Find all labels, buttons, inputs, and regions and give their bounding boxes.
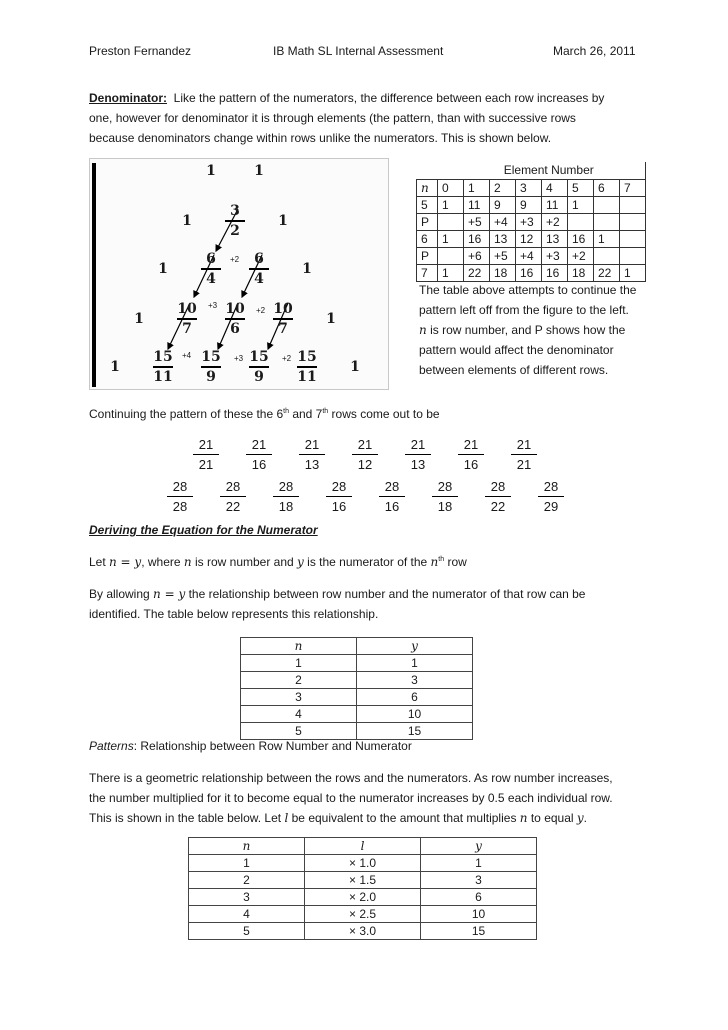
cell: 22 [464, 264, 490, 281]
caption-var: n [419, 323, 427, 337]
table-n-l-y [188, 837, 537, 940]
row7-fraction [375, 478, 409, 515]
let-b: , where [141, 555, 184, 569]
cell: 1 [241, 655, 357, 672]
table1-head-n: n [241, 638, 357, 655]
fig-diff-6: +2 [282, 354, 292, 363]
cell: 1 [568, 196, 594, 213]
table1-caption [89, 736, 412, 756]
cell: +5 [464, 213, 490, 230]
cell: 15 [421, 923, 537, 940]
eh-1: 0 [438, 179, 464, 196]
cell: 5 [189, 923, 305, 940]
fig-r4-den-3: 7 [278, 320, 288, 337]
cell: P [417, 247, 438, 264]
element-table-title: Element Number [417, 162, 646, 179]
cell: 12 [516, 230, 542, 247]
cell [594, 213, 620, 230]
table2-header [189, 838, 537, 855]
cell: 1 [620, 264, 646, 281]
element-table-caption [419, 280, 636, 380]
table-row [241, 655, 473, 672]
fig-diff-3: +2 [256, 306, 266, 315]
let-n2: n [430, 555, 439, 569]
eh-2: 1 [464, 179, 490, 196]
row7-fraction [481, 478, 515, 515]
fig-r3-den-2: 4 [254, 270, 264, 287]
numerator: 21 [304, 437, 320, 452]
numerator: 21 [410, 437, 426, 452]
caption-line-2: pattern left off from the figure to the left. [419, 303, 629, 317]
cell: 16 [568, 230, 594, 247]
denominator: 16 [251, 457, 267, 472]
element-table [416, 162, 646, 282]
let-d: is the numerator of the [303, 555, 431, 569]
caption-line-4: pattern would affect the denominator [419, 343, 614, 357]
caption-line-3-text: is row number, and P shows how the [426, 323, 626, 337]
fig-r1-b: 1 [254, 163, 264, 179]
fig-r3-num-2: 6 [254, 251, 264, 267]
fig-r3-a: 1 [158, 261, 168, 277]
fig-r4-frac-1 [174, 301, 200, 337]
row6-fraction [401, 436, 435, 473]
cell [438, 213, 464, 230]
let-y: y [297, 555, 304, 569]
denominator: 28 [172, 499, 188, 514]
table-row [189, 855, 537, 872]
numerator: 21 [463, 437, 479, 452]
cell [620, 247, 646, 264]
denominator: 12 [357, 457, 373, 472]
fig-r5-num-3: 15 [249, 349, 269, 365]
cell [620, 196, 646, 213]
intro-text-1: Like the pattern of the numerators, the difference between each row increases by [173, 91, 605, 105]
allow-b: the relationship between row number and the numerator of that row can be [185, 587, 586, 601]
cell: +4 [516, 247, 542, 264]
cell: +5 [490, 247, 516, 264]
cell: 6 [357, 689, 473, 706]
denominator: 21 [198, 457, 214, 472]
denominator: 16 [384, 499, 400, 514]
cell: 5 [241, 723, 357, 740]
element-table-row [417, 264, 646, 281]
fig-diff-5: +3 [234, 354, 244, 363]
cell: 1 [438, 196, 464, 213]
fig-r5-a: 1 [110, 359, 120, 375]
cell: 2 [241, 672, 357, 689]
intro-line-1 [89, 88, 604, 108]
continuing-sup-2: th [322, 408, 329, 415]
fig-r4-frac-3 [270, 301, 296, 337]
table2-head-y: y [421, 838, 537, 855]
eh-5: 4 [542, 179, 568, 196]
cell: 5 [417, 196, 438, 213]
fig-r4-b: 1 [326, 311, 336, 327]
fig-r5-frac-1 [150, 349, 176, 385]
fig-r2-frac [222, 203, 248, 239]
cell: +4 [490, 213, 516, 230]
cell: +3 [516, 213, 542, 230]
cell [568, 213, 594, 230]
cell: 3 [421, 872, 537, 889]
cell: × 2.5 [305, 906, 421, 923]
table-row [189, 923, 537, 940]
cell: 1 [421, 855, 537, 872]
let-line [89, 552, 467, 572]
cell [620, 230, 646, 247]
caption-line-1: The table above attempts to continue the [419, 283, 637, 297]
cell: × 2.0 [305, 889, 421, 906]
denominator: 18 [278, 499, 294, 514]
table2-head-l: l [305, 838, 421, 855]
row7-fraction [322, 478, 356, 515]
intro-line-2: one, however for denominator it is through elements (the pattern, than with successive rows [89, 111, 576, 125]
cell: × 3.0 [305, 923, 421, 940]
table-n-y [240, 637, 473, 740]
denominator: 16 [463, 457, 479, 472]
fig-r4-frac-2 [222, 301, 248, 337]
allow-a: By allowing [89, 587, 154, 601]
triangle-figure [89, 158, 389, 390]
cell: 6 [417, 230, 438, 247]
cell: 18 [568, 264, 594, 281]
fig-r4-num-2: 10 [225, 301, 245, 317]
row6-fraction [348, 436, 382, 473]
eh-8: 7 [620, 179, 646, 196]
cell: 16 [516, 264, 542, 281]
geo-a: This is shown in the table below. Let [89, 811, 285, 825]
cell: 10 [357, 706, 473, 723]
let-sup: th [438, 556, 445, 563]
row6-fraction [242, 436, 276, 473]
cell [620, 213, 646, 230]
cell: P [417, 213, 438, 230]
fig-r5-frac-2 [198, 349, 224, 385]
cell: 1 [189, 855, 305, 872]
cell: 7 [417, 264, 438, 281]
allow-line-2: identified. The table below represents this relationship. [89, 607, 379, 621]
geometric-line-3 [89, 808, 587, 828]
geometric-line-2: the number multiplied for it to become equal to the numerator increases by 0.5 each individual row. [89, 791, 613, 805]
fig-r5-b: 1 [350, 359, 360, 375]
table1-header [241, 638, 473, 655]
numerator: 28 [331, 479, 347, 494]
fig-r5-num-1: 15 [153, 349, 173, 365]
eh-6: 5 [568, 179, 594, 196]
header-course: IB Math SL Internal Assessment [273, 44, 444, 58]
cell: 13 [490, 230, 516, 247]
header-date: March 26, 2011 [553, 44, 636, 58]
row6-fraction [507, 436, 541, 473]
cell: +2 [542, 213, 568, 230]
cell: 4 [241, 706, 357, 723]
denominator-heading: Denominator: [89, 91, 167, 105]
denominator: 22 [225, 499, 241, 514]
denominator: 18 [437, 499, 453, 514]
fig-r3-num-1: 6 [206, 251, 216, 267]
fig-r5-den-3: 9 [254, 368, 264, 385]
fig-r3-frac-2 [246, 251, 272, 287]
element-table-row [417, 247, 646, 264]
numerator: 28 [490, 479, 506, 494]
geo-l: l [284, 811, 289, 825]
cell: 11 [464, 196, 490, 213]
denominator: 13 [304, 457, 320, 472]
row7-fraction [216, 478, 250, 515]
cell: +2 [568, 247, 594, 264]
fig-r2-den: 2 [230, 222, 240, 239]
table-row [241, 689, 473, 706]
table1-caption-label: Patterns [89, 739, 134, 753]
table1-caption-text: : Relationship between Row Number and Numerator [133, 739, 412, 753]
continuing-sup-1: th [283, 408, 289, 415]
cell: 4 [189, 906, 305, 923]
geo-c: to equal [527, 811, 577, 825]
cell: 3 [357, 672, 473, 689]
cell [594, 196, 620, 213]
cell: 11 [542, 196, 568, 213]
caption-line-3 [419, 320, 636, 340]
numerator: 28 [543, 479, 559, 494]
fig-r5-num-4: 15 [297, 349, 317, 365]
fig-r3-b: 1 [302, 261, 312, 277]
element-table-header [417, 179, 646, 196]
row7-fraction [534, 478, 568, 515]
fig-r5-den-2: 9 [206, 368, 216, 385]
fig-diff-1: +2 [230, 255, 240, 264]
numerator: 28 [384, 479, 400, 494]
geometric-line-1: There is a geometric relationship between the rows and the numerators. As row number increases, [89, 771, 613, 785]
cell: 22 [594, 264, 620, 281]
fig-r3-frac-1 [198, 251, 224, 287]
let-c: is row number and [191, 555, 298, 569]
eh-3: 2 [490, 179, 516, 196]
table1-head-y: y [357, 638, 473, 655]
denominator: 21 [516, 457, 532, 472]
numerator: 21 [357, 437, 373, 452]
cell: 9 [490, 196, 516, 213]
cell: +6 [464, 247, 490, 264]
fig-r4-num-3: 10 [273, 301, 293, 317]
cell: 1 [438, 264, 464, 281]
allow-line [89, 584, 585, 604]
fig-r5-den-1: 11 [153, 368, 173, 385]
cell: 13 [542, 230, 568, 247]
geo-n: n [519, 811, 528, 825]
cell: 1 [438, 230, 464, 247]
fig-r4-den-2: 6 [230, 320, 240, 337]
fig-r2-num: 3 [230, 203, 240, 219]
numerator: 21 [516, 437, 532, 452]
continuing-c: rows come out to be [328, 407, 440, 421]
cell: 1 [357, 655, 473, 672]
cell: 1 [594, 230, 620, 247]
cell: +3 [542, 247, 568, 264]
denominator: 16 [331, 499, 347, 514]
fig-r3-den-1: 4 [206, 270, 216, 287]
cell: 10 [421, 906, 537, 923]
let-n: n [183, 555, 192, 569]
numerator: 21 [251, 437, 267, 452]
let-eq: n = y [109, 555, 142, 569]
cell: 2 [189, 872, 305, 889]
cell: × 1.5 [305, 872, 421, 889]
table-row [189, 906, 537, 923]
row7-fraction [163, 478, 197, 515]
fig-r5-frac-4 [294, 349, 320, 385]
fig-r2-a: 1 [182, 213, 192, 229]
element-table-title-row [417, 162, 646, 179]
table-row [189, 872, 537, 889]
fig-diff-4: +4 [182, 351, 192, 360]
cell [438, 247, 464, 264]
fig-r4-a: 1 [134, 311, 144, 327]
numerator: 28 [278, 479, 294, 494]
deriving-heading: Deriving the Equation for the Numerator [89, 523, 318, 537]
element-table-row [417, 196, 646, 213]
row7-fraction [428, 478, 462, 515]
row7-fraction [269, 478, 303, 515]
header-author: Preston Fernandez [89, 44, 192, 58]
allow-eq: n = y [153, 587, 186, 601]
cell: 18 [490, 264, 516, 281]
element-table-row [417, 230, 646, 247]
continuing-b: and 7 [288, 407, 323, 421]
row6-fraction [295, 436, 329, 473]
fig-r5-num-2: 15 [201, 349, 221, 365]
cell: 16 [464, 230, 490, 247]
geo-b: be equivalent to the amount that multiplies [288, 811, 520, 825]
row6-fraction [189, 436, 223, 473]
row6-fraction [454, 436, 488, 473]
denominator: 13 [410, 457, 426, 472]
numerator: 28 [225, 479, 241, 494]
table-row [241, 672, 473, 689]
let-a: Let [89, 555, 110, 569]
cell: 3 [241, 689, 357, 706]
cell: 9 [516, 196, 542, 213]
cell [594, 247, 620, 264]
continuing-a: Continuing the pattern of these the 6 [89, 407, 284, 421]
element-table-row [417, 213, 646, 230]
caption-line-5: between elements of different rows. [419, 363, 609, 377]
cell: × 1.0 [305, 855, 421, 872]
geo-y: y [576, 811, 584, 825]
denominator: 29 [543, 499, 559, 514]
cell: 6 [421, 889, 537, 906]
intro-line-3: because denominators change within rows unlike the numerators. This is shown below. [89, 131, 552, 145]
fig-r5-frac-3 [246, 349, 272, 385]
denominator: 22 [490, 499, 506, 514]
eh-7: 6 [594, 179, 620, 196]
fig-r1-a: 1 [206, 163, 216, 179]
geo-d: . [583, 811, 588, 825]
numerator: 28 [437, 479, 453, 494]
fig-r5-den-4: 11 [297, 368, 317, 385]
let-e: row [444, 555, 467, 569]
continuing-line [89, 404, 440, 424]
cell: 15 [357, 723, 473, 740]
cell: 16 [542, 264, 568, 281]
cell: 3 [189, 889, 305, 906]
table2-head-n: n [189, 838, 305, 855]
eh-0: n [417, 179, 438, 196]
numerator: 21 [198, 437, 214, 452]
table-row [189, 889, 537, 906]
fig-r4-num-1: 10 [177, 301, 197, 317]
fig-diff-2: +3 [208, 301, 218, 310]
eh-4: 3 [516, 179, 542, 196]
fig-r2-b: 1 [278, 213, 288, 229]
fig-r4-den-1: 7 [182, 320, 192, 337]
numerator: 28 [172, 479, 188, 494]
table-row [241, 706, 473, 723]
